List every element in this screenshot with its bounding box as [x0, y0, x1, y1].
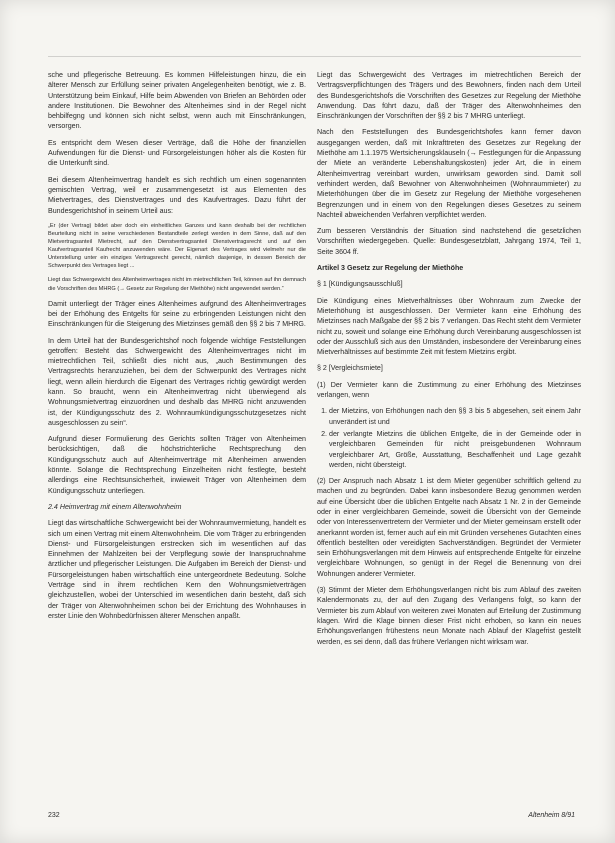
section-label: § 2 [Vergleichsmiete]	[317, 364, 383, 373]
numbered-list	[317, 406, 581, 470]
section-label: § 1 [Kündigungsausschluß]	[317, 280, 403, 289]
page-number: 232	[48, 812, 60, 819]
paragraph: (3) Stimmt der Mieter dem Erhöhungsverlangen nicht bis zum Ablauf des zweiten Kalendermonats zu, der auf den Zugang des Verlangens folgt, so kann der Vermieter bis zum Ablauf von weiteren zwei Monaten auf Erteilung der Zustimmung klagen. Wird die Klage binnen dieser Frist nicht erhoben, so kann ein neues Erhöhungsverlangen frühestens neun Monate nach Ablauf der Klagefrist gestellt werden, es sei denn, daß das frühere Verlangen nicht wirksam war.	[317, 586, 581, 646]
paragraph: (2) Der Anspruch nach Absatz 1 ist dem Mieter gegenüber schriftlich geltend zu machen und zu begründen. Dabei kann insbesondere Bezug genommen werden auf eine Übersicht über die üblichen Entgelte nach Absatz 1 Nr. 2 in der Gemeinde oder in einer vergleichbaren Gemeinde, soweit die Übersicht von der Gemeinde oder von Interessenvertretern der Vermieter und der Mieter gemeinsam erstellt oder anerkannt worden ist, ferner auch auf ein mit Gründen versehenes Gutachten eines öffentlich bestellten oder vereidigten Sachverständigen. Begründet der Vermieter sein Erhöhungsverlangen mit dem Hinweis auf entsprechende Entgelte für einzelne vergleichbare Wohnungen, so genügt in der Regel die Benennung von drei Wohnungen anderer Vermieter.	[317, 477, 581, 578]
paragraph: Liegt das Schwergewicht des Vertrages im mietrechtlichen Bereich der Vertragsverpflichtungen des Trägers und des Bewohners, finden nach dem Urteil des Bundesgerichtshofs die Vorschriften des Gesetzes zur Regelung der Miethöhe Anwendung. Das führt dazu, daß der Träger des Altenwohnheimes den Einschränkungen der Vorschriften der §§ 2 bis 7 MHRG unterliegt.	[317, 71, 581, 121]
section-subheading: 2.4 Heimvertrag mit einem Altenwohnheim	[48, 502, 182, 511]
list-item: 1. der Mietzins, von Erhöhungen nach den §§ 3 bis 5 abgesehen, seit einem Jahr unverändert ist und	[329, 406, 581, 427]
paragraph: Aufgrund dieser Formulierung des Gerichts sollten Träger von Altenheimen berücksichtigen, daß die höchstrichterliche Rechtsprechung den Kündigungsschutz auch auf Altenheimverträge mit Altenheimen anwenden könnte. Solange die Rechtsprechung Einzelheiten nicht festlegte, besteht allerdings eine Rechtsunsicherheit, inwieweit Träger von Altenheimen dem Kündigungsschutz unterliegen.	[48, 435, 306, 495]
list-item: 2. der verlangte Mietzins die üblichen Entgelte, die in der Gemeinde oder in vergleichbaren Gemeinden für nicht preisgebundenen Wohnraum vergleichbarer Art, Größe, Ausstattung, Beschaffenheit und Lage gezahlt werden, nicht übersteigt.	[329, 429, 581, 470]
paragraph: sche und pflegerische Betreuung. Es kommen Hilfeleistungen hinzu, die ein älterer Mensch zur Erfüllung seiner privaten Angelegenheiten benötigt, wie z. B. Unterstützung beim Einkauf, Hilfe beim Abwenden von Briefen an Behörden oder andere Institutionen. Die Bewohner des Altenheimes sind in der Regel nicht behbilfegng und können sich nicht selbst, wenn auch mit Einschränkungen, versorgen.	[48, 71, 306, 131]
paragraph: Zum besseren Verständnis der Situation sind nachstehend die gesetzlichen Vorschriften wiedergegeben. Quelle: Bundesgesetzblatt, Jahrgang 1974, Teil 1, Seite 3604 ff.	[317, 227, 581, 256]
paragraph: Bei diesem Altenheimvertrag handelt es sich rechtlich um einen sogenannten gemischten Vertrag, weil er zusammengesetzt ist aus Elementen des Mietvertrages, des Dienstvertrages und des Kaufvertrages. Dazu führt der Bundesgerichtshof in seinem Urteil aus:	[48, 175, 306, 215]
issue-label: Altenheim 8/91	[528, 812, 575, 819]
paragraph: Die Kündigung eines Mietverhältnisses über Wohnraum zum Zwecke der Mieterhöhung ist ausgeschlossen. Der Vermieter kann eine Erhöhung des Mietzinses nach Maßgabe der §§ 2 bis 7 verlangen. Das Recht steht dem Vermieter nicht zu, soweit und solange eine Erhöhung durch Vereinbarung ausgeschlossen ist oder der Ausschluß sich aus den Umständen, insbesondere der Vereinbarung eines Mietverhältnisses auf bestimmte Zeit mit festem Mietzins ergibt.	[317, 296, 581, 357]
court-quote: Liegt das Schwergewicht des Altenheimvertrages nicht im mietrechtlichen Teil, können auf ihn demnach die Vorschriften des MHRG (→ Gesetz zur Regelung der Miethöhe) nicht angewendet werden.“	[48, 277, 306, 292]
top-rule	[48, 56, 581, 57]
paragraph: Liegt das wirtschaftliche Schwergewicht bei der Wohnraumvermietung, handelt es sich um einen Vertrag mit einem Altenwohnheim. Die vom Träger zu erbringenden Dienst- und Fürsorgeleistungen erstrecken sich im wesentlichen auf das Einnehmen der Mahlzeiten bei der Verpflegung sowie der Inanspruchnahme ärztlicher und pflegerischer Leistungen. Die Aufgaben im Bereich der Dienst- und Fürsorgeleistungen haben wirtschaftlich eine untergeordnete Bedeutung. Solche Verträge sind in ihrem rechtlichen Kern den Wohnungsmietverträgen gleichzustellen, wobei der Unterschied im wesentlichen darin besteht, daß sich der Träger von Altenwohnheimen schon bei der Errichtung des Wohnhauses in erster Linie den Wohnbedürfnissen älterer Menschen anpaßt.	[48, 519, 306, 620]
paragraph: Damit unterliegt der Träger eines Altenheimes aufgrund des Altenheimvertrages bei der Erhöhung des Entgelts für seine zu erbringenden Leistungen nicht den Einschränkungen für die Steigerung des Mietzinses gemäß den §§ 2 bis 7 MHRG.	[48, 299, 306, 329]
article-heading: Artikel 3 Gesetz zur Regelung der Miethöhe	[317, 264, 464, 273]
right-column	[317, 70, 581, 653]
paragraph: In dem Urteil hat der Bundesgerichtshof noch folgende wichtige Feststellungen getroffen: Besteht das Schwergewicht des Altenheimvertrages nicht im mietrechtlichen Teil, schließt dies nicht aus, „auch Bestimmungen des Vertragsrechts heranzuziehen, bei dem der Schwerpunkt des Vertrages nicht liegt, wenn allein hierdurch die Eigenart des Vertrages richtig gewürdigt werden kann. So braucht, wenn ein Altenheimvertrag nicht überwiegend als Wohnungsmietvertrag einzuordnen und deshalb das MHRG nicht anzuwenden ist, der Kündigungsschutz des 2. Wohnraumkündigungsschutzgesetzes nicht ausgeschlossen zu sein“.	[48, 336, 306, 427]
paragraph: (1) Der Vermieter kann die Zustimmung zu einer Erhöhung des Mietzinses verlangen, wenn	[317, 380, 581, 400]
paragraph: Es entspricht dem Wesen dieser Verträge, daß die Höhe der finanziellen Aufwendungen für die Dienst- und Fürsorgeleistungen höher als die Kosten für die Unterkunft sind.	[48, 138, 306, 168]
paragraph: Nach den Feststellungen des Bundesgerichtshofes kann ferner davon ausgegangen werden, daß mit Inkrafttreten des Gesetzes zur Regelung der Miethöhe am 1.1.1975 Wertsicherungsklauseln (→ Festlegungen für die Anpassung der Miete an veränderte Lebenshaltungskosten) jeder Art, die in einem Altenheimvertrag vereinbart wurden, unwirksam geworden sind. Damit soll verhindert werden, daß Bewohner von Altenwohnheimen (Wohnraummieter) zu Mieterhöhungen über die im Gesetz zur Regelung der Miethöhe vorgesehenen Begrenzungen und in einem von den Regelungen dieses Gesetzes zu seinem Nachteil abweichenden Verfahren verpflichtet werden.	[317, 128, 581, 219]
left-column	[48, 70, 306, 627]
court-quote: „Er (der Vertrag) bildet aber doch ein einheitliches Ganzes und kann deshalb bei der rechtlichen Beurteilung nicht in seine verschiedenen Bestandteile zerlegt werden in dem Sinne, daß auf den Mietvertragsanteil Mietrecht, auf den Dienstvertragsanteil Dienstvertragsrecht und auf den Kaufvertragsanteil Kaufrecht anzuwenden wäre. Der Eigenart des Vertrages wird vielmehr nur die Unterstellung unter ein einziges Vertragsrecht gerecht, nämlich dasjenige, in dessen Bereich der Schwerpunkt des Vertrages liegt ...	[48, 222, 306, 270]
